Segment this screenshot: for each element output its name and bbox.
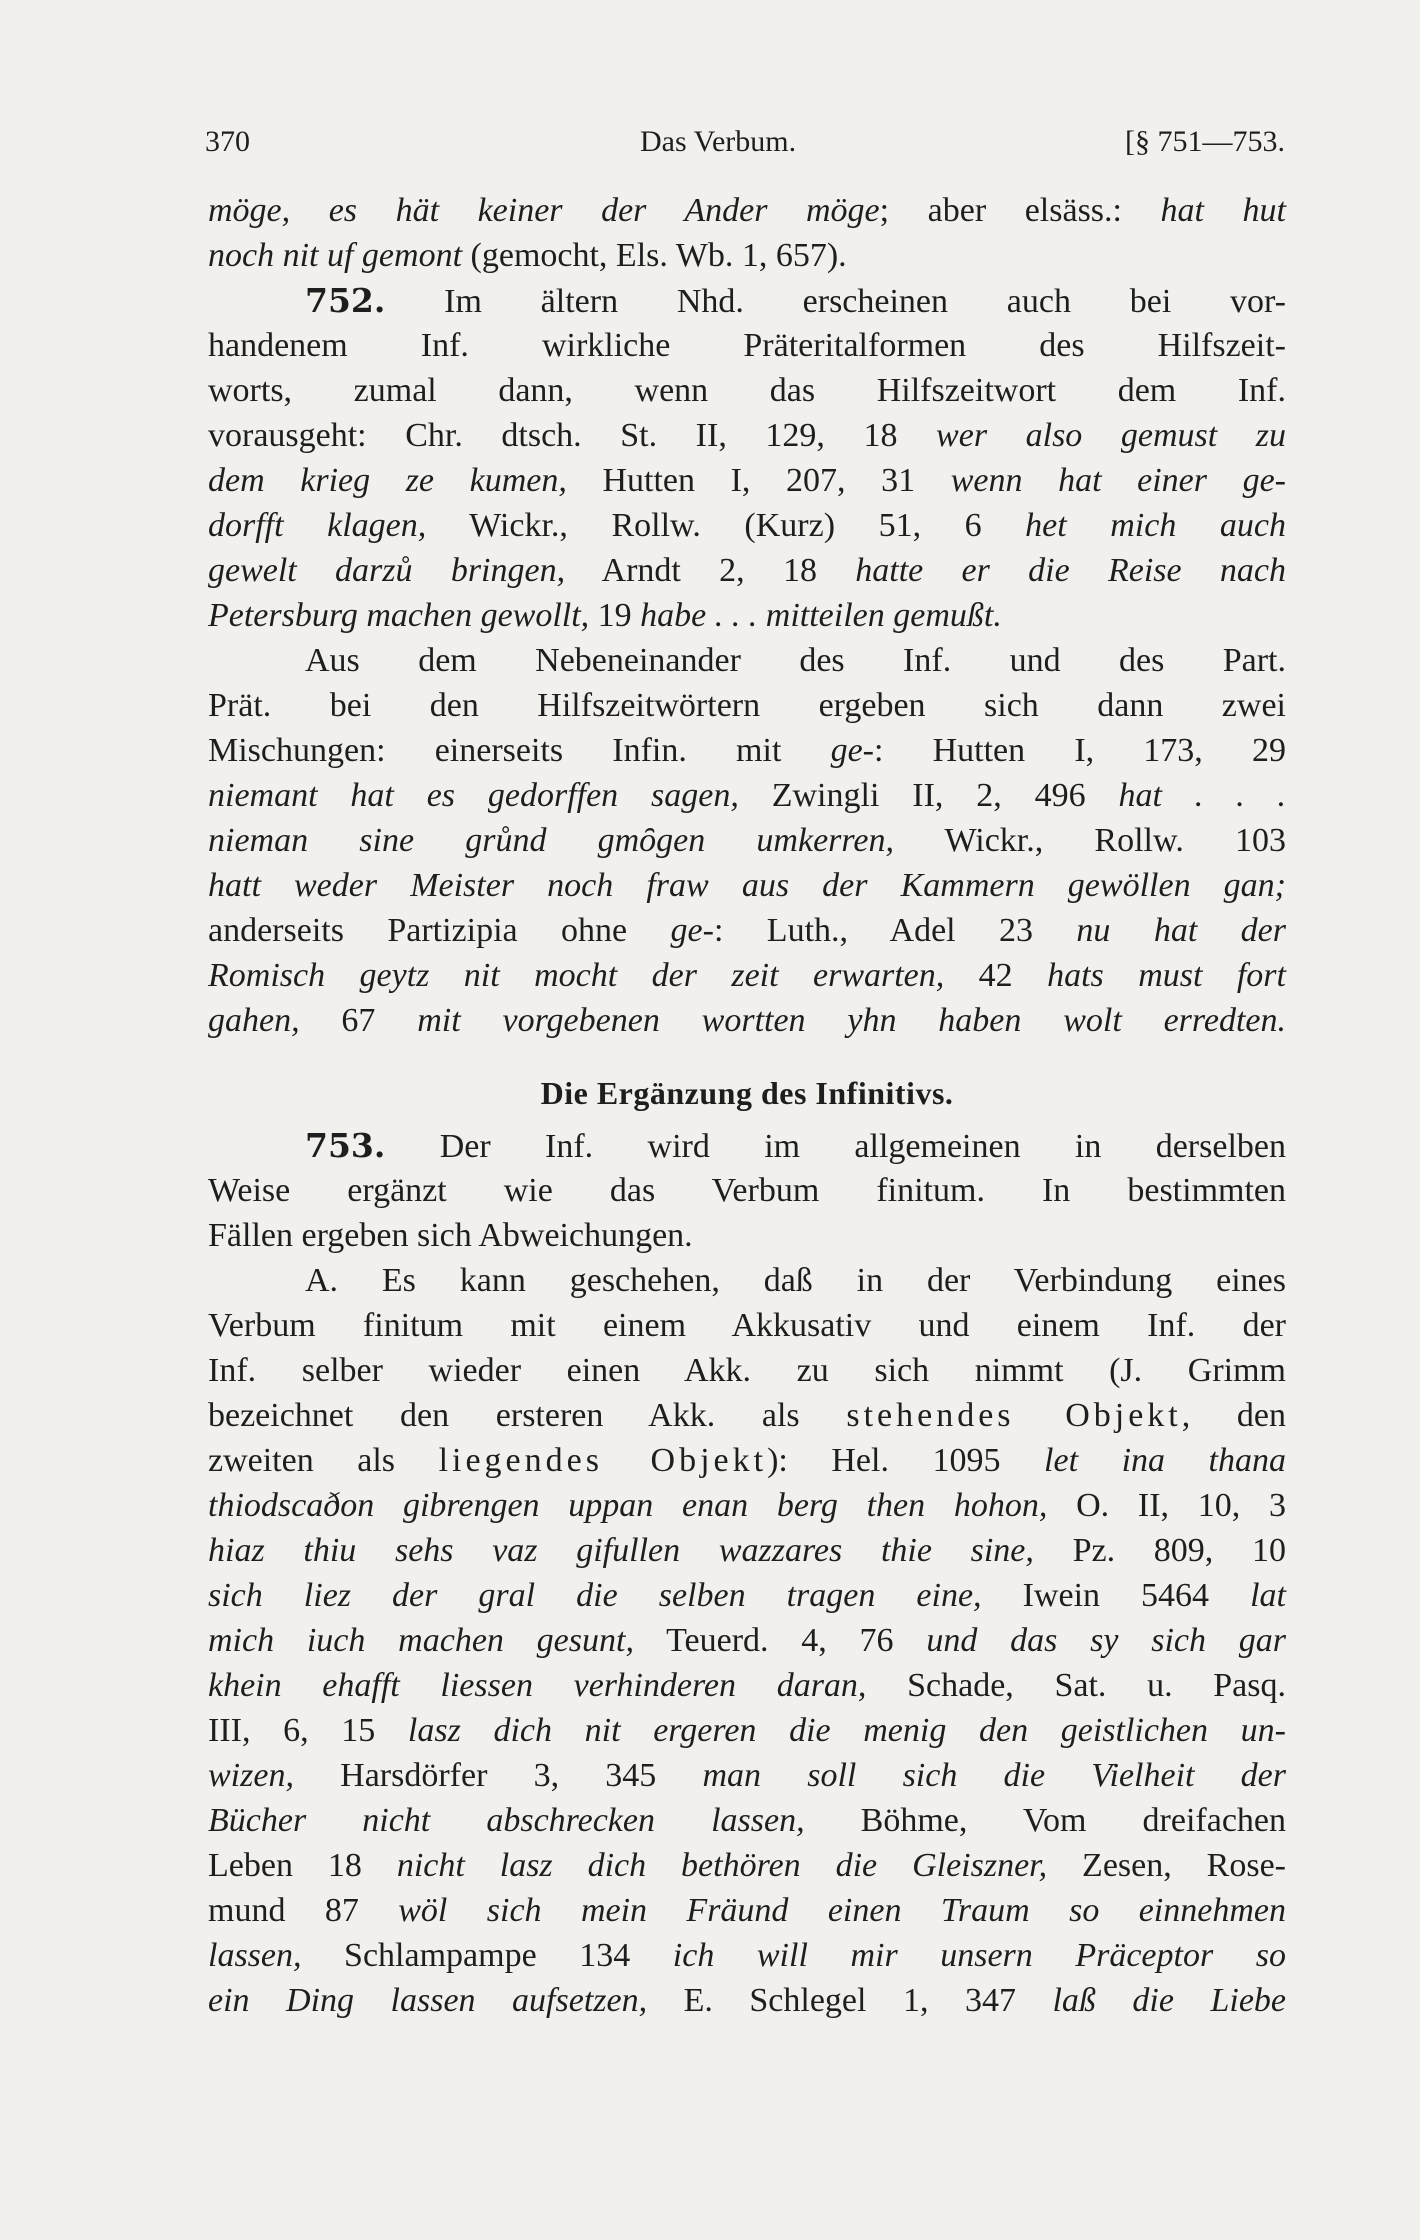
text-segment: Leben 18 bbox=[208, 1847, 397, 1884]
italic-quote: hatt weder Meister noch fraw aus der Kammern gewöllen gan; bbox=[208, 867, 1286, 904]
italic-quote: Bücher nicht abschrecken lassen, bbox=[208, 1802, 805, 1839]
text-segment: Fällen ergeben sich Abweichungen. bbox=[208, 1217, 693, 1254]
text-line bbox=[208, 1843, 1286, 1888]
page-body bbox=[208, 188, 1286, 2023]
text-line bbox=[208, 233, 1286, 278]
text-segment: anderseits Partizipia ohne bbox=[208, 912, 671, 949]
text-segment: Böhme, Vom dreifachen bbox=[804, 1802, 1286, 1839]
italic-quote: man soll sich die Vielheit der bbox=[702, 1757, 1286, 1794]
text-segment: Wickr., Rollw. (Kurz) 51, 6 bbox=[426, 507, 1026, 544]
italic-quote: het mich auch bbox=[1025, 507, 1286, 544]
italic-quote: ein Ding lassen aufsetzen, bbox=[208, 1982, 648, 2019]
text-line bbox=[208, 1888, 1286, 1933]
italic-quote: niemant hat es gedorffen sagen, bbox=[208, 777, 739, 814]
italic-quote: mit vorgebenen wortten yhn haben wolt erredten. bbox=[417, 1002, 1286, 1039]
italic-quote: hat . . . bbox=[1118, 777, 1287, 814]
text-segment: Der Inf. wird im allgemeinen in derselben bbox=[385, 1128, 1286, 1165]
italic-quote: möge, es hät keiner der Ander möge bbox=[208, 192, 880, 229]
text-segment: Schade, Sat. u. Pasq. bbox=[866, 1667, 1286, 1704]
text-line bbox=[208, 1483, 1286, 1528]
text-segment: 67 bbox=[299, 1002, 418, 1039]
italic-quote: lasz dich nit ergeren die menig den geistlichen un- bbox=[407, 1712, 1286, 1749]
italic-quote: wer also gemust zu bbox=[936, 417, 1286, 454]
text-segment: Verbum finitum mit einem Akkusativ und einem Inf. der bbox=[208, 1307, 1286, 1344]
text-segment: Weise ergänzt wie das Verbum finitum. In bestimmten bbox=[208, 1172, 1286, 1209]
text-line bbox=[208, 323, 1286, 368]
text-line bbox=[208, 1213, 1286, 1258]
text-segment: Pz. 809, 10 bbox=[1033, 1532, 1287, 1569]
text-segment: 19 bbox=[589, 597, 641, 634]
italic-quote: hats must fort bbox=[1047, 957, 1286, 994]
text-line bbox=[208, 728, 1286, 773]
text-segment: Hutten I, 207, 31 bbox=[566, 462, 951, 499]
text-line bbox=[208, 1933, 1286, 1978]
text-line bbox=[208, 503, 1286, 548]
text-line bbox=[208, 1618, 1286, 1663]
text-segment: 42 bbox=[944, 957, 1048, 994]
text-segment: , den bbox=[1181, 1397, 1286, 1434]
text-line bbox=[208, 1528, 1286, 1573]
text-line bbox=[208, 548, 1286, 593]
page-number: 370 bbox=[205, 125, 250, 158]
italic-quote: thiodscaðon gibrengen uppan enan berg then hohon, bbox=[208, 1487, 1048, 1524]
text-line bbox=[208, 1258, 1286, 1303]
text-segment: Inf. selber wieder einen Akk. zu sich nimmt (J. Grimm bbox=[208, 1352, 1286, 1389]
italic-quote: hiaz thiu sehs vaz gifullen wazzares thie sine, bbox=[208, 1532, 1034, 1569]
italic-quote: sich liez der gral die selben tragen eine, bbox=[208, 1577, 982, 1614]
running-header bbox=[205, 125, 1285, 165]
text-segment: handenem Inf. wirkliche Präteritalformen des Hilfszeit- bbox=[208, 327, 1286, 364]
text-segment: Arndt 2, 18 bbox=[565, 552, 856, 589]
italic-quote: nu hat der bbox=[1076, 912, 1286, 949]
text-segment: zweiten als bbox=[208, 1442, 439, 1479]
italic-quote: noch nit uf gemont bbox=[208, 237, 463, 274]
italic-quote: laß die Liebe bbox=[1052, 1982, 1286, 2019]
italic-quote: hat hut bbox=[1160, 192, 1286, 229]
spaced-term: liegendes Objekt bbox=[438, 1442, 768, 1479]
italic-quote: Petersburg machen gewollt, bbox=[208, 597, 590, 634]
text-segment: ; aber elsäss.: bbox=[879, 192, 1161, 229]
text-segment: Zesen, Rose- bbox=[1047, 1847, 1286, 1884]
italic-quote: Romisch geytz nit mocht der zeit erwarten, bbox=[208, 957, 945, 994]
text-segment: A. Es kann geschehen, daß in der Verbindung eines bbox=[305, 1262, 1286, 1299]
section-range: [§ 751—753. bbox=[1125, 125, 1285, 158]
text-segment: Schlampampe 134 bbox=[301, 1937, 673, 1974]
text-segment: bezeichnet den ersteren Akk. als bbox=[208, 1397, 847, 1434]
text-line bbox=[208, 818, 1286, 863]
italic-quote: gahen, bbox=[208, 1002, 300, 1039]
text-segment: Wickr., Rollw. 103 bbox=[893, 822, 1287, 859]
text-segment: (gemocht, Els. Wb. 1, 657). bbox=[462, 237, 847, 274]
italic-quote: nieman sine grůnd gmȏgen umkerren, bbox=[208, 822, 894, 859]
text-line bbox=[208, 1663, 1286, 1708]
text-segment: Harsdörfer 3, 345 bbox=[293, 1757, 703, 1794]
text-segment: Prät. bei den Hilfszeitwörtern ergeben sich dann zwei bbox=[208, 687, 1286, 724]
italic-quote: ich will mir unsern Präceptor so bbox=[672, 1937, 1286, 1974]
italic-quote: khein ehafft liessen verhinderen daran, bbox=[208, 1667, 867, 1704]
text-segment: E. Schlegel 1, 347 bbox=[647, 1982, 1053, 2019]
text-segment: : Luth., Adel 23 bbox=[713, 912, 1077, 949]
italic-quote: dorfft klagen, bbox=[208, 507, 427, 544]
text-line bbox=[208, 278, 1286, 323]
text-line bbox=[208, 863, 1286, 908]
text-line bbox=[208, 1708, 1286, 1753]
text-line bbox=[208, 953, 1286, 998]
text-segment: : Hutten I, 173, 29 bbox=[873, 732, 1286, 769]
text-segment: Iwein 5464 bbox=[981, 1577, 1251, 1614]
text-segment: vorausgeht: Chr. dtsch. St. II, 129, 18 bbox=[208, 417, 937, 454]
text-line bbox=[208, 1438, 1286, 1483]
paragraph-number: 753. bbox=[305, 1126, 386, 1165]
text-line bbox=[208, 1348, 1286, 1393]
text-line bbox=[208, 1303, 1286, 1348]
text-segment: O. II, 10, 3 bbox=[1047, 1487, 1286, 1524]
paragraph-number: 752. bbox=[305, 281, 386, 320]
italic-quote: hatte er die Reise nach bbox=[855, 552, 1287, 589]
text-line bbox=[208, 458, 1286, 503]
text-segment: worts, zumal dann, wenn das Hilfszeitwort dem Inf. bbox=[208, 372, 1286, 409]
italic-quote: nicht lasz dich bethören die Gleiszner, bbox=[396, 1847, 1048, 1884]
italic-quote: lassen, bbox=[208, 1937, 302, 1974]
running-title: Das Verbum. bbox=[640, 125, 797, 158]
text-segment: Teuerd. 4, 76 bbox=[633, 1622, 927, 1659]
italic-quote: habe . . . mitteilen gemußt. bbox=[640, 597, 1002, 634]
text-segment: Zwingli II, 2, 496 bbox=[738, 777, 1119, 814]
text-line bbox=[208, 1573, 1286, 1618]
italic-quote: wöl sich mein Fräund einen Traum so einnehmen bbox=[398, 1892, 1286, 1929]
text-line bbox=[208, 998, 1286, 1043]
italic-quote: und das sy sich gar bbox=[926, 1622, 1286, 1659]
text-segment: III, 6, 15 bbox=[208, 1712, 408, 1749]
italic-quote: gewelt darzů bringen, bbox=[208, 552, 566, 589]
italic-quote: let ina thana bbox=[1044, 1442, 1287, 1479]
italic-quote: mich iuch machen gesunt, bbox=[208, 1622, 634, 1659]
italic-quote: wizen, bbox=[208, 1757, 294, 1794]
italic-quote: wenn hat einer ge- bbox=[950, 462, 1287, 499]
text-line bbox=[208, 1753, 1286, 1798]
italic-quote: dem krieg ze kumen, bbox=[208, 462, 567, 499]
text-line bbox=[208, 1393, 1286, 1438]
text-line bbox=[208, 368, 1286, 413]
text-line bbox=[208, 188, 1286, 233]
text-segment: Aus dem Nebeneinander des Inf. und des Part. bbox=[305, 642, 1286, 679]
section-heading: Die Ergänzung des Infinitivs. bbox=[540, 1075, 954, 1111]
text-line bbox=[208, 1978, 1286, 2023]
text-line bbox=[208, 1123, 1286, 1168]
spaced-term: stehendes Objekt bbox=[846, 1397, 1182, 1434]
text-line bbox=[208, 908, 1286, 953]
text-line bbox=[208, 773, 1286, 818]
text-segment: ): Hel. 1095 bbox=[767, 1442, 1045, 1479]
text-line bbox=[208, 413, 1286, 458]
italic-quote: lat bbox=[1250, 1577, 1286, 1614]
italic-quote: ge- bbox=[670, 912, 714, 949]
italic-quote: ge- bbox=[830, 732, 874, 769]
text-line bbox=[208, 1798, 1286, 1843]
text-line bbox=[208, 1168, 1286, 1213]
text-segment: mund 87 bbox=[208, 1892, 399, 1929]
text-line bbox=[208, 593, 1286, 638]
text-segment: Im ältern Nhd. erscheinen auch bei vor- bbox=[385, 283, 1286, 320]
text-line bbox=[208, 638, 1286, 683]
text-line bbox=[208, 683, 1286, 728]
text-segment: Mischungen: einerseits Infin. mit bbox=[208, 732, 831, 769]
